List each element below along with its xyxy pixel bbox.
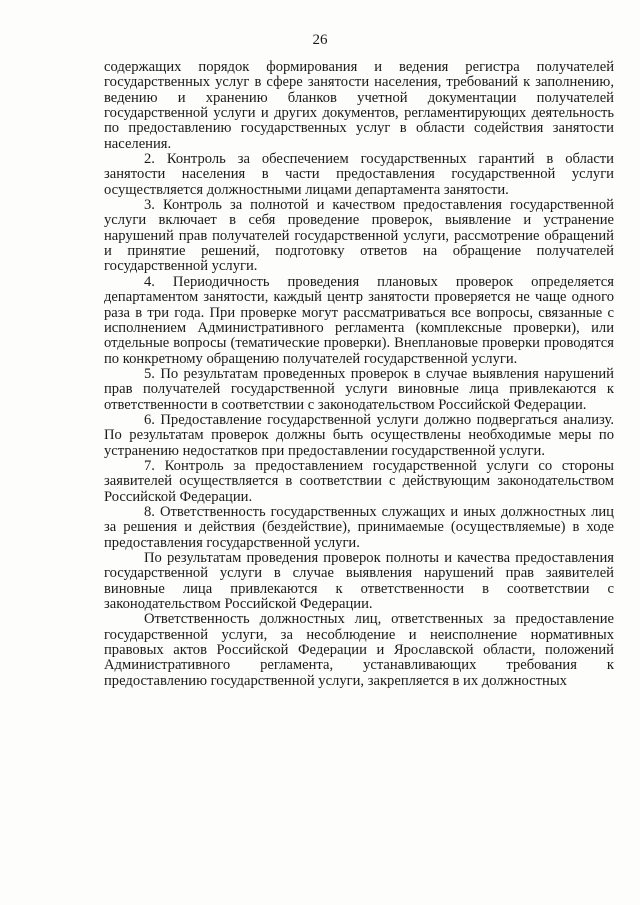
- paragraph-item-4: 4. Периодичность проведения плановых проверок определяется департаментом занятости, каждый центр занятости проверяется не чаще одного раза в три года. При проверке могут рассматриваться все вопросы, связанные с исполнением Административного регламента (комплексные проверки), или отдельные вопросы (тематические проверки). Внеплановые проверки проводятся по конкретному обращению получателей государственной услуги.: [104, 273, 614, 367]
- paragraph-inspection-results: По результатам проведения проверок полноты и качества предоставления государственной услуги в случае выявления нарушений прав заявителей виновные лица привлекаются к ответственности в соответствии с законодательством Российской Федерации.: [104, 550, 614, 613]
- page-number: 26: [312, 32, 328, 48]
- paragraph-item-8: 8. Ответственность государственных служащих и иных должностных лиц за решения и действия (бездействие), принимаемые (осуществляемые) в ходе предоставления государственной услуги.: [104, 503, 614, 551]
- paragraph-officials-responsibility: Ответственность должностных лиц, ответственных за предоставление государственной услуги, за несоблюдение и неисполнение нормативных правовых актов Российской Федерации и Ярославской области, положений Административного регламента, устанавливающих требования к предоставлению государственной услуги, закрепляется в их должностных: [104, 611, 614, 689]
- paragraph-continuation: содержащих порядок формирования и ведения регистра получателей государственных услуг в сфере занятости населения, требований к заполнению, ведению и хранению бланков учетной документации получателей государственной услуги и других документов, регламентирующих деятельность по предоставлению государственных услуг в области содействия занятости населения.: [104, 59, 614, 152]
- paragraph-item-7: 7. Контроль за предоставлением государственной услуги со стороны заявителей осуществляется в соответствии с действующим законодательством Российской Федерации.: [104, 457, 614, 505]
- document-body: [104, 60, 614, 689]
- paragraph-item-5: 5. По результатам проведенных проверок в случае выявления нарушений прав получателей государственной услуги виновные лица привлекаются к ответственности в соответствии с законодательством Российской Федерации.: [104, 365, 614, 413]
- paragraph-item-2: 2. Контроль за обеспечением государственных гарантий в области занятости населения в части предоставления государственной услуги осуществляется должностными лицами департамента занятости.: [104, 151, 614, 198]
- paragraph-item-3: 3. Контроль за полнотой и качеством предоставления государственной услуги включает в себя проведение проверок, выявление и устранение нарушений прав получателей государственной услуги, рассмотрение обращений и принятие решений, подготовку ответов на обращение получателей государственной услуги.: [104, 197, 614, 275]
- paragraph-item-6: 6. Предоставление государственной услуги должно подвергаться анализу. По результатам проверок должны быть осуществлены необходимые меры по устранению недостатков при предоставлении государственной услуги.: [104, 411, 614, 459]
